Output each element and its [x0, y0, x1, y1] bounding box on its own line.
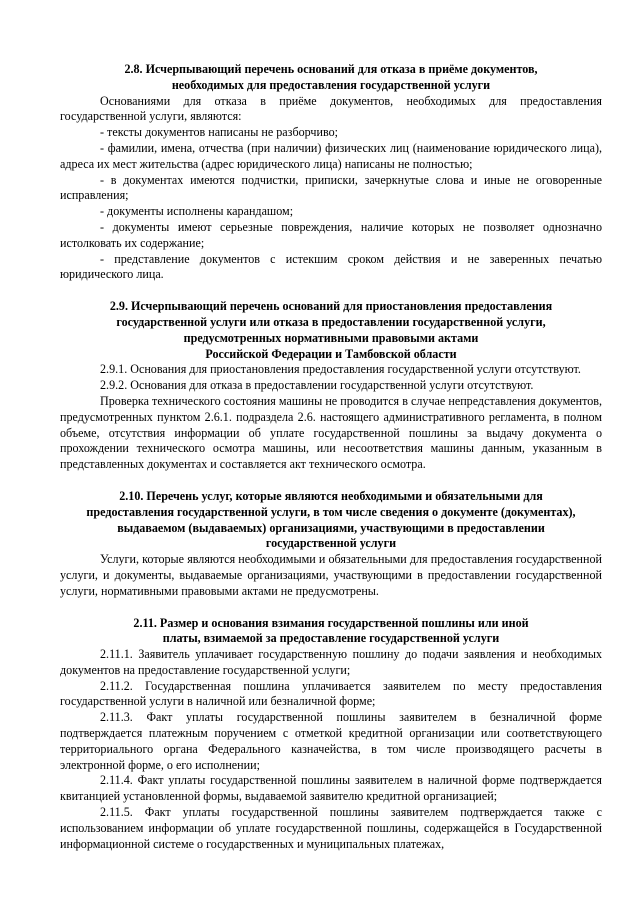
heading-line: 2.8. Исчерпывающий перечень оснований для отказа в приёме документов,: [124, 62, 538, 76]
heading-line: 2.9. Исчерпывающий перечень оснований для приостановления предоставления: [109, 299, 553, 314]
heading-line: платы, взимаемой за предоставление государственной услуги: [162, 631, 500, 646]
heading-line: выдаваемом (выдаваемых) организациями, участвующими в предоставлении: [117, 520, 545, 535]
section-2-10-heading: [60, 489, 602, 552]
paragraph: Услуги, которые являются необходимыми и обязательными для предоставления государственной услуги, и документы, выдаваемые организациями, участвующими в предоставлении государственной услуги, нормативными правовыми актами не предусмотрены.: [60, 552, 602, 598]
document-page: [60, 62, 602, 852]
list-item: - фамилии, имена, отчества (при наличии) физических лиц (наименование юридического лица), адреса их мест жительства (адрес юридического лица) написаны не полностью;: [60, 140, 602, 171]
paragraph: 2.11.3. Факт уплаты государственной пошлины заявителем в безналичной форме подтверждается платежным поручением с отметкой кредитной организации или соответствующего территориального органа Федерального казначейства, в том числе производящего расчеты в электронной форме, о его исполнении;: [60, 710, 602, 772]
paragraph: 2.11.2. Государственная пошлина уплачивается заявителем по месту предоставления государственной услуги в наличной или безналичной форме;: [60, 678, 602, 709]
section-spacer: [60, 473, 602, 489]
list-item: - тексты документов написаны не разборчиво;: [100, 125, 338, 140]
paragraph: Проверка технического состояния машины не проводится в случае непредставления документов, предусмотренных пунктом 2.6.1. подраздела 2.6. настоящего административного регламента, в полном объеме, отсутствия информации об уплате государственной пошлины за выдачу документа о прохождении технического осмотра машины, или несоответствия машины данным, указанным в представленных документах и составляется акт технического осмотра.: [60, 393, 602, 472]
list-item: - представление документов с истекшим сроком действия и не заверенных печатью юридического лица.: [60, 251, 602, 282]
heading-line: государственной услуги или отказа в предоставлении государственной услуги,: [116, 314, 546, 329]
section-2-9-heading: [60, 299, 602, 362]
section-spacer: [60, 600, 602, 616]
section-spacer: [60, 283, 602, 299]
paragraph: 2.11.4. Факт уплаты государственной пошлины заявителем в наличной форме подтверждается квитанцией установленной формы, выдаваемой заявителю кредитной организацией;: [60, 773, 602, 804]
list-item: - документы имеют серьезные повреждения, наличие которых не позволяет однозначно истолковать их содержание;: [60, 219, 602, 250]
section-2-8-intro: Основаниями для отказа в приёме документов, необходимых для предоставления государственной услуги, являются:: [60, 93, 602, 124]
heading-line: Российской Федерации и Тамбовской области: [205, 346, 457, 361]
section-2-11-heading: [60, 616, 602, 648]
heading-line: необходимых для предоставления государственной услуги: [171, 77, 491, 92]
list-item: - в документах имеются подчистки, приписки, зачеркнутые слова и иные не оговоренные исправления;: [60, 172, 602, 203]
heading-line: предусмотренных нормативными правовыми актами: [183, 330, 479, 345]
section-2-8-heading: [60, 62, 602, 94]
heading-line: 2.10. Перечень услуг, которые являются необходимыми и обязательными для: [119, 488, 543, 503]
paragraph: 2.11.5. Факт уплаты государственной пошлины заявителем подтверждается также с использованием информации об уплате государственной пошлины, содержащейся в Государственной информационной системе о государственных и муниципальных платежах,: [60, 805, 602, 851]
heading-line: 2.11. Размер и основания взимания государственной пошлины или иной: [133, 615, 529, 630]
heading-line: предоставления государственной услуги, в том числе сведения о документе (документах),: [86, 504, 576, 519]
paragraph: 2.9.1. Основания для приостановления предоставления государственной услуги отсутствуют.: [100, 362, 581, 377]
heading-line: государственной услуги: [265, 536, 397, 551]
list-item: - документы исполнены карандашом;: [100, 204, 294, 219]
paragraph: 2.9.2. Основания для отказа в предоставлении государственной услуги отсутствуют.: [100, 378, 534, 393]
paragraph: 2.11.1. Заявитель уплачивает государственную пошлину до подачи заявления и необходимых документов на предоставление государственной услуги;: [60, 647, 602, 677]
